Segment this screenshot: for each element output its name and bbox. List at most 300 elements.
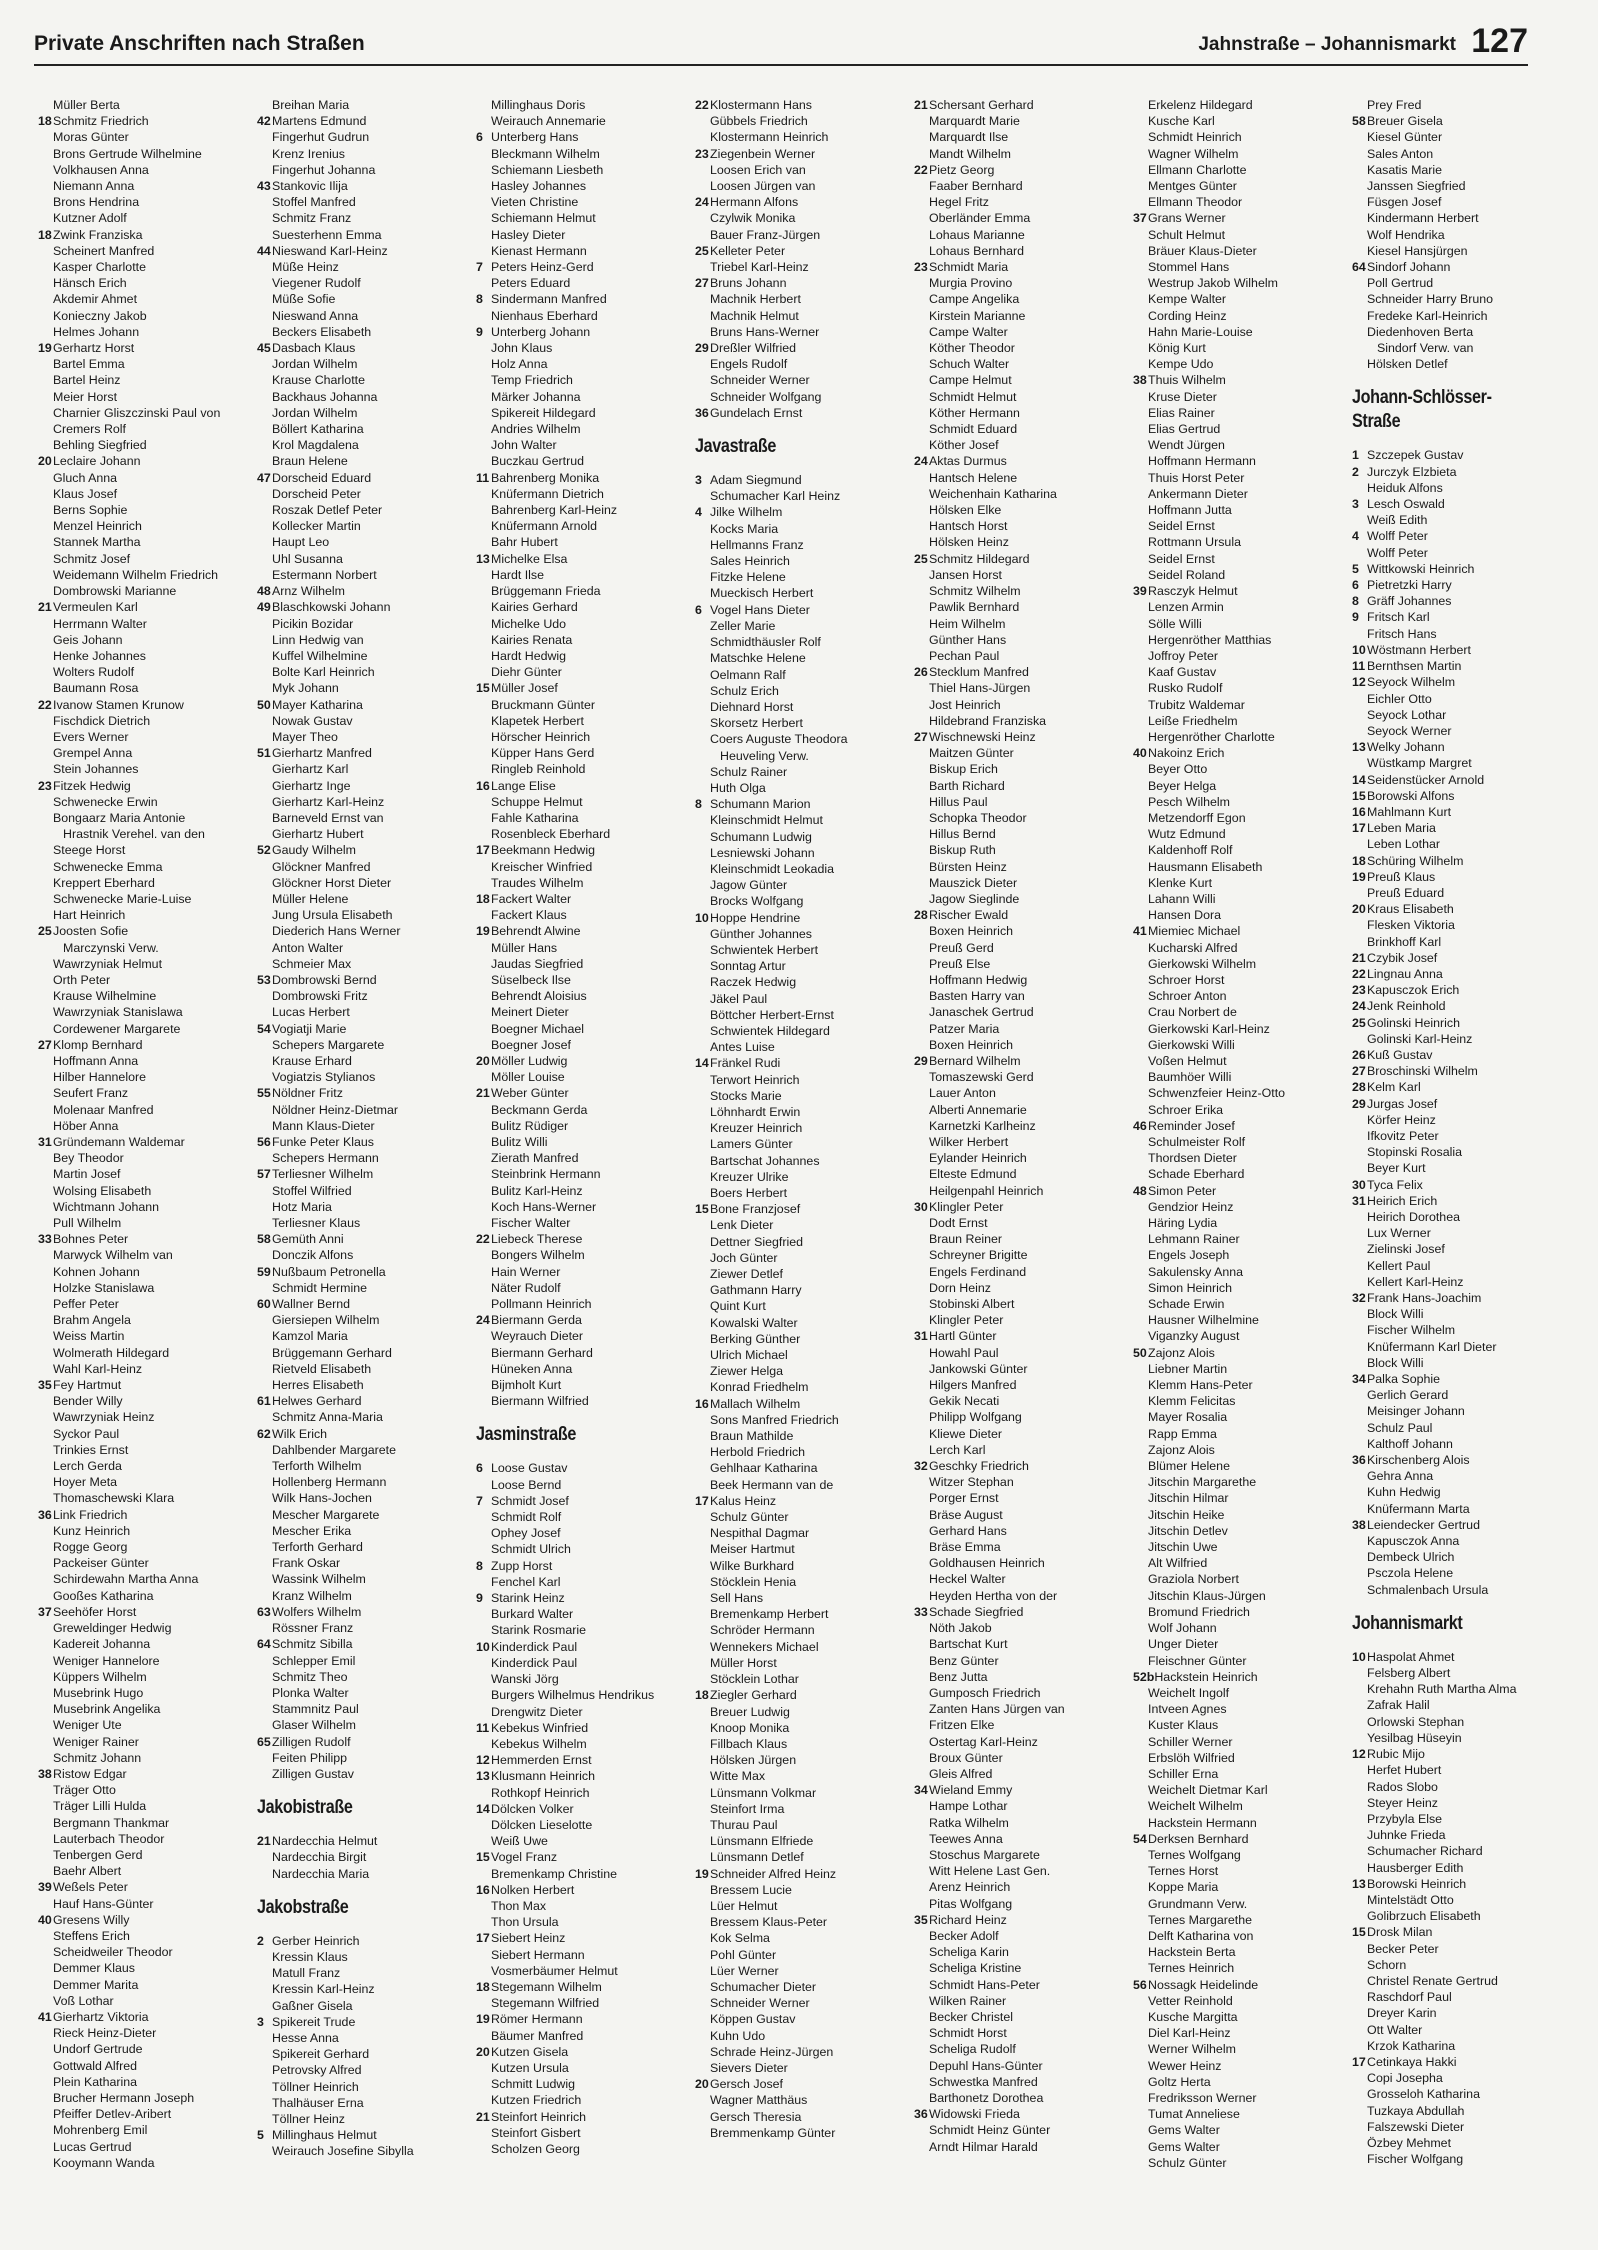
resident-name: Zafrak Halil [1367, 1698, 1430, 1713]
resident-entry [38, 1960, 257, 1976]
resident-entry [695, 1720, 914, 1736]
resident-name: Greweldinger Hedwig [53, 1621, 172, 1636]
resident-entry [257, 324, 476, 340]
house-number: 24 [476, 1313, 490, 1328]
resident-name: Müller Hans [491, 940, 558, 955]
resident-entry [476, 1849, 695, 1865]
resident-name: Braun Mathilde [710, 1429, 794, 1444]
house-number: 58 [257, 1232, 271, 1247]
resident-entry [1133, 1766, 1352, 1782]
resident-entry [257, 1312, 476, 1328]
resident-name: Vogel Franz [491, 1850, 558, 1865]
house-number: 54 [1133, 1831, 1147, 1846]
resident-entry [914, 1636, 1133, 1652]
resident-entry [695, 893, 914, 909]
resident-name: Barthonetz Dorothea [929, 2090, 1044, 2105]
resident-entry [914, 1393, 1133, 1409]
house-number: 15 [476, 1850, 490, 1865]
resident-name: Heckel Walter [929, 1572, 1006, 1587]
resident-name: Stommel Hans [1148, 260, 1230, 275]
resident-entry [38, 1215, 257, 1231]
resident-name: Vogiatzis Stylianos [272, 1070, 376, 1085]
house-number: 22 [476, 1232, 490, 1247]
resident-name: Seidenstücker Arnold [1367, 772, 1485, 787]
resident-name: Seyock Wilhelm [1367, 675, 1456, 690]
resident-name: Hausmann Elisabeth [1148, 859, 1263, 874]
resident-entry [914, 697, 1133, 713]
resident-entry [257, 1750, 476, 1766]
resident-name: Steffens Erich [53, 1928, 130, 1943]
resident-entry [1133, 502, 1352, 518]
resident-entry [1133, 437, 1352, 453]
resident-entry [1352, 869, 1571, 885]
resident-name: Weichelt Dietmar Karl [1148, 1783, 1268, 1798]
resident-entry [476, 583, 695, 599]
resident-name: Millinghaus Helmut [272, 2128, 377, 2143]
resident-name: Knüfermann Arnold [491, 519, 598, 534]
resident-name: Seehöfer Horst [53, 1604, 137, 1619]
resident-entry [476, 1622, 695, 1638]
resident-name: Schmitz Anna-Maria [272, 1410, 383, 1425]
house-number: 43 [257, 179, 271, 194]
resident-entry [1352, 820, 1571, 836]
resident-entry [476, 2011, 695, 2027]
resident-entry [38, 146, 257, 162]
resident-entry [476, 356, 695, 372]
resident-name: Ringleb Reinhold [491, 762, 586, 777]
house-number: 10 [1352, 1649, 1366, 1664]
resident-entry [914, 1328, 1133, 1344]
resident-entry [914, 875, 1133, 891]
resident-name: Schmidt Hermine [272, 1280, 368, 1295]
resident-name: Hotz Maria [272, 1199, 332, 1214]
resident-entry [476, 486, 695, 502]
resident-entry [1133, 372, 1352, 388]
resident-name: Wolters Rudolf [53, 665, 135, 680]
resident-entry [695, 521, 914, 537]
resident-entry [257, 1685, 476, 1701]
resident-name: Wolff Peter [1367, 545, 1428, 560]
resident-name: Bulitz Karl-Heinz [491, 1183, 583, 1198]
resident-entry [476, 1785, 695, 1801]
resident-name: Oelmann Ralf [710, 667, 786, 682]
resident-entry [476, 1963, 695, 1979]
resident-entry [38, 648, 257, 664]
street-section [476, 1423, 695, 2157]
resident-entry [257, 340, 476, 356]
house-number: 31 [38, 1135, 52, 1149]
resident-name: Schuppe Helmut [491, 794, 583, 809]
resident-name: Terwort Heinrich [710, 1072, 800, 1087]
resident-name: Berns Sophie [53, 503, 128, 518]
resident-entry [476, 1687, 695, 1703]
house-number: 65 [257, 1734, 271, 1749]
resident-name: Copi Josepha [1367, 2071, 1443, 2086]
resident-name: Kreuzer Heinrich [710, 1121, 803, 1136]
resident-name: Skorsetz Herbert [710, 716, 803, 731]
resident-entry [914, 243, 1133, 259]
resident-entry [257, 405, 476, 421]
resident-entry [257, 648, 476, 664]
resident-entry [1352, 804, 1571, 820]
resident-name: Wolf Hendrika [1367, 227, 1445, 242]
resident-name: Weiß Edith [1367, 513, 1428, 528]
resident-name: Gierkowski Karl-Heinz [1148, 1021, 1270, 1036]
resident-name: Kraus Elisabeth [1367, 902, 1454, 917]
resident-name: Körfer Heinz [1367, 1112, 1436, 1127]
resident-name: Prey Fred [1367, 98, 1422, 112]
resident-name: Schiller Erna [1148, 1766, 1219, 1781]
resident-name: Bahrenberg Monika [491, 470, 600, 485]
resident-name: Janaschek Gertrud [929, 1005, 1034, 1020]
resident-name: Reminder Josef [1148, 1118, 1235, 1133]
resident-name: Werner Wilhelm [1148, 2042, 1236, 2057]
resident-entry [1352, 626, 1571, 642]
resident-entry [1133, 2009, 1352, 2025]
resident-entry [695, 1007, 914, 1023]
house-number: 33 [914, 1604, 928, 1619]
house-number: 9 [476, 324, 483, 339]
resident-entry [1133, 1928, 1352, 1944]
resident-entry [1133, 1701, 1352, 1717]
house-number: 19 [695, 1866, 709, 1881]
house-number: 29 [1352, 1096, 1366, 1111]
resident-entry [38, 210, 257, 226]
house-number: 15 [476, 681, 490, 696]
resident-entry [476, 794, 695, 810]
resident-entry [476, 1150, 695, 1166]
resident-name: Koch Hans-Werner [491, 1199, 597, 1214]
resident-name: Hoffmann Hedwig [929, 972, 1028, 987]
resident-entry [1133, 1280, 1352, 1296]
resident-name: Sons Manfred Friedrich [710, 1412, 839, 1427]
resident-entry [1133, 1604, 1352, 1620]
resident-name: Lünsmann Elfriede [710, 1834, 814, 1849]
resident-entry [476, 745, 695, 761]
resident-entry [1133, 1685, 1352, 1701]
resident-name: Gathmann Harry [710, 1283, 802, 1298]
resident-name: Hesse Anna [272, 2030, 339, 2045]
resident-name: Stoffel Manfred [272, 195, 356, 210]
resident-entry [1352, 1908, 1571, 1924]
resident-name: Jost Heinrich [929, 697, 1001, 712]
resident-entry [1133, 291, 1352, 307]
street-section [914, 97, 1133, 2155]
resident-name: Henke Johannes [53, 648, 146, 663]
resident-name: Flesken Viktoria [1367, 918, 1455, 933]
resident-entry [1133, 1523, 1352, 1539]
resident-entry [1352, 1371, 1571, 1387]
house-number: 4 [1352, 529, 1359, 544]
resident-entry [476, 502, 695, 518]
resident-name: Rapp Emma [1148, 1426, 1217, 1441]
resident-name: Fischer Wilhelm [1367, 1323, 1456, 1338]
resident-name: Gerhartz Horst [53, 341, 135, 356]
resident-name: Stammnitz Paul [272, 1702, 359, 1717]
resident-entry [476, 1930, 695, 1946]
resident-name: Pull Wilhelm [53, 1216, 122, 1231]
resident-name: Gemüth Anni [272, 1232, 344, 1247]
resident-entry [476, 291, 695, 307]
resident-entry [38, 1442, 257, 1458]
resident-entry [1133, 745, 1352, 761]
resident-entry [1133, 1912, 1352, 1928]
resident-name: Schulz Erich [710, 683, 779, 698]
resident-entry [38, 583, 257, 599]
resident-entry [914, 1021, 1133, 1037]
resident-name: Millinghaus Doris [491, 98, 586, 112]
resident-entry [1352, 275, 1571, 291]
resident-entry [1133, 907, 1352, 923]
resident-name: Jaudas Siegfried [491, 956, 584, 971]
resident-name: Beyer Otto [1148, 762, 1208, 777]
resident-name: Frank Hans-Joachim [1367, 1291, 1482, 1306]
resident-entry [257, 437, 476, 453]
resident-name: Löhnhardt Erwin [710, 1104, 801, 1119]
resident-entry [476, 1280, 695, 1296]
resident-entry [476, 1752, 695, 1768]
resident-name: Rothkopf Heinrich [491, 1785, 590, 1800]
resident-name: Starink Rosmarie [491, 1623, 587, 1638]
resident-entry [1133, 421, 1352, 437]
resident-entry [914, 761, 1133, 777]
resident-entry [1133, 1944, 1352, 1960]
house-number: 49 [257, 600, 271, 615]
resident-name: Gierkowski Willi [1148, 1037, 1235, 1052]
house-number: 13 [476, 1769, 490, 1784]
resident-entry [695, 942, 914, 958]
resident-name: Hemmerden Ernst [491, 1753, 592, 1768]
resident-name: Thurau Paul [710, 1817, 778, 1832]
resident-name: Lingnau Anna [1367, 966, 1443, 981]
resident-name: Barth Richard [929, 778, 1005, 793]
resident-name: Gottwald Alfred [53, 2058, 138, 2073]
resident-name: Teewes Anna [929, 1831, 1003, 1846]
resident-name: Knüfermann Karl Dieter [1367, 1339, 1497, 1354]
resident-entry [476, 2141, 695, 2157]
resident-name: Berking Günther [710, 1331, 801, 1346]
resident-name: Engels Rudolf [710, 357, 788, 372]
resident-entry [1133, 1863, 1352, 1879]
resident-name: Bijmholt Kurt [491, 1378, 562, 1393]
resident-name: Schwientek Herbert [710, 942, 819, 957]
resident-entry [914, 227, 1133, 243]
resident-entry [1352, 340, 1571, 356]
resident-entry [1352, 901, 1571, 917]
resident-entry [1133, 1004, 1352, 1020]
resident-name: Nöldner Heinz-Dietmar [272, 1102, 399, 1117]
resident-name: Intveen Agnes [1148, 1702, 1227, 1717]
resident-entry [1133, 1231, 1352, 1247]
resident-entry [476, 210, 695, 226]
resident-name: Köther Hermann [929, 405, 1020, 420]
resident-entry [1133, 1831, 1352, 1847]
resident-entry [476, 697, 695, 713]
resident-entry [38, 389, 257, 405]
resident-entry [695, 1363, 914, 1379]
resident-name: Gaßner Gisela [272, 1998, 353, 2013]
resident-name: Donczik Alfons [272, 1248, 354, 1263]
resident-name: Jitschin Hilmar [1148, 1491, 1229, 1506]
resident-entry [257, 243, 476, 259]
resident-name: Hegel Fritz [929, 195, 989, 210]
resident-name: Jagow Sieglinde [929, 891, 1020, 906]
resident-name: Schirdewahn Martha Anna [53, 1572, 199, 1587]
resident-entry [914, 1134, 1133, 1150]
resident-name: Kressin Karl-Heinz [272, 1982, 375, 1997]
resident-name: Martin Josef [53, 1167, 121, 1182]
resident-entry [914, 2122, 1133, 2138]
resident-name: Gierhartz Hubert [272, 827, 364, 842]
resident-entry [38, 162, 257, 178]
resident-name: Christel Renate Gertrud [1367, 1973, 1498, 1988]
house-number: 31 [1352, 1193, 1366, 1208]
resident-entry [695, 2060, 914, 2076]
resident-entry [257, 1604, 476, 1620]
resident-entry [914, 1377, 1133, 1393]
resident-name: Barneveld Ernst van [272, 810, 384, 825]
resident-entry [257, 534, 476, 550]
resident-name: Ternes Heinrich [1148, 1961, 1235, 1976]
resident-name: Traudes Wilhelm [491, 875, 584, 890]
resident-entry [257, 697, 476, 713]
resident-name: Weirauch Josefine Sibylla [272, 2144, 414, 2159]
resident-entry [914, 162, 1133, 178]
resident-name: Bulitz Willi [491, 1135, 548, 1149]
resident-name: Kutzen Gisela [491, 2044, 569, 2059]
directory-column [695, 97, 914, 2171]
house-number: 23 [38, 778, 52, 793]
resident-name: Rieck Heinz-Dieter [53, 2026, 157, 2041]
resident-entry [695, 340, 914, 356]
resident-entry [1352, 291, 1571, 307]
resident-name: Gersch Josef [710, 2077, 783, 2092]
resident-entry [257, 2143, 476, 2159]
resident-entry [1133, 1798, 1352, 1814]
resident-name: Hörscher Heinrich [491, 729, 591, 744]
resident-name: Grosseloh Katharina [1367, 2087, 1480, 2102]
resident-entry [1133, 842, 1352, 858]
resident-name: Jäkel Paul [710, 991, 768, 1006]
resident-entry [1352, 496, 1571, 512]
resident-name: Gierkowski Wilhelm [1148, 956, 1257, 971]
resident-name: Spikereit Gerhard [272, 2047, 370, 2062]
resident-entry [1133, 2155, 1352, 2171]
resident-entry [1133, 1977, 1352, 1993]
resident-name: Rogge Georg [53, 1540, 128, 1555]
street-section [476, 97, 695, 1409]
resident-entry [1133, 97, 1352, 113]
resident-entry [914, 745, 1133, 761]
resident-entry [38, 243, 257, 259]
resident-entry [914, 97, 1133, 113]
resident-name: Nieswand Karl-Heinz [272, 243, 388, 258]
resident-entry [1352, 1843, 1571, 1859]
resident-entry [476, 308, 695, 324]
resident-name: Gierhartz Karl-Heinz [272, 794, 385, 809]
resident-entry [257, 502, 476, 518]
resident-entry [1352, 674, 1571, 690]
house-number: 45 [257, 341, 271, 356]
resident-entry [476, 1882, 695, 1898]
resident-entry [914, 275, 1133, 291]
resident-name: Römer Hermann [491, 2012, 583, 2027]
resident-name: Bruns Johann [710, 276, 787, 291]
resident-name: Boxen Heinrich [929, 924, 1014, 939]
resident-name: Schmidthäusler Rolf [710, 635, 821, 650]
resident-name: Wüstkamp Margret [1367, 756, 1472, 771]
resident-name: Voßen Helmut [1148, 1053, 1227, 1068]
resident-name: Häring Lydia [1148, 1216, 1218, 1231]
resident-name: Steinfort Gisbert [491, 2125, 581, 2140]
resident-entry [914, 1069, 1133, 1085]
resident-name: Dorscheid Peter [272, 486, 361, 501]
house-number: 20 [476, 2044, 490, 2059]
resident-entry [914, 340, 1133, 356]
resident-entry [257, 1199, 476, 1215]
resident-name: Derksen Bernhard [1148, 1831, 1249, 1846]
resident-name: Kleinschmidt Leokadia [710, 861, 834, 876]
resident-entry [38, 1734, 257, 1750]
resident-name: Antes Luise [710, 1040, 775, 1055]
resident-name: Terliesner Wilhelm [272, 1167, 374, 1182]
house-number: 8 [476, 292, 483, 307]
resident-entry [695, 1298, 914, 1314]
resident-name: Musebrink Hugo [53, 1685, 144, 1700]
resident-name: Preuß Klaus [1367, 869, 1436, 884]
resident-entry [1352, 707, 1571, 723]
resident-entry [1352, 1762, 1571, 1778]
resident-entry [914, 405, 1133, 421]
resident-name: Hoffmann Anna [53, 1053, 139, 1068]
resident-name: Schwenecke Erwin [53, 794, 158, 809]
house-number: 21 [476, 1086, 490, 1101]
house-number: 24 [914, 454, 928, 469]
resident-name: Tenbergen Gerd [53, 1847, 143, 1862]
resident-entry [1352, 97, 1571, 113]
resident-name: Mentges Günter [1148, 179, 1237, 194]
resident-name: Kreppert Eberhard [53, 875, 155, 890]
resident-entry [1133, 956, 1352, 972]
resident-entry [695, 146, 914, 162]
resident-entry [38, 129, 257, 145]
resident-entry [257, 2111, 476, 2127]
resident-entry [38, 178, 257, 194]
resident-name: Schroer Erika [1148, 1102, 1224, 1117]
resident-entry [1133, 178, 1352, 194]
resident-entry [476, 778, 695, 794]
resident-name: Sales Heinrich [710, 554, 790, 569]
resident-name: Feiten Philipp [272, 1750, 348, 1765]
house-number: 25 [914, 551, 928, 566]
resident-entry [695, 1898, 914, 1914]
resident-entry [695, 585, 914, 601]
house-number: 41 [38, 2009, 52, 2024]
resident-name: Brucher Hermann Joseph [53, 2090, 195, 2105]
resident-name: Kiesel Günter [1367, 130, 1443, 145]
resident-name: Weniger Hannelore [53, 1653, 160, 1668]
resident-name: Dembeck Ulrich [1367, 1550, 1455, 1565]
resident-name: Mohrenberg Emil [53, 2123, 148, 2138]
resident-name: Zilligen Gustav [272, 1766, 354, 1781]
resident-entry [1352, 1128, 1571, 1144]
resident-name: Dombrowski Bernd [272, 972, 377, 987]
resident-entry [257, 372, 476, 388]
resident-name: Fillbach Klaus [710, 1736, 788, 1751]
resident-entry [1352, 691, 1571, 707]
resident-name: Krause Erhard [272, 1053, 352, 1068]
resident-name: Schmidt Hans-Peter [929, 1977, 1040, 1992]
